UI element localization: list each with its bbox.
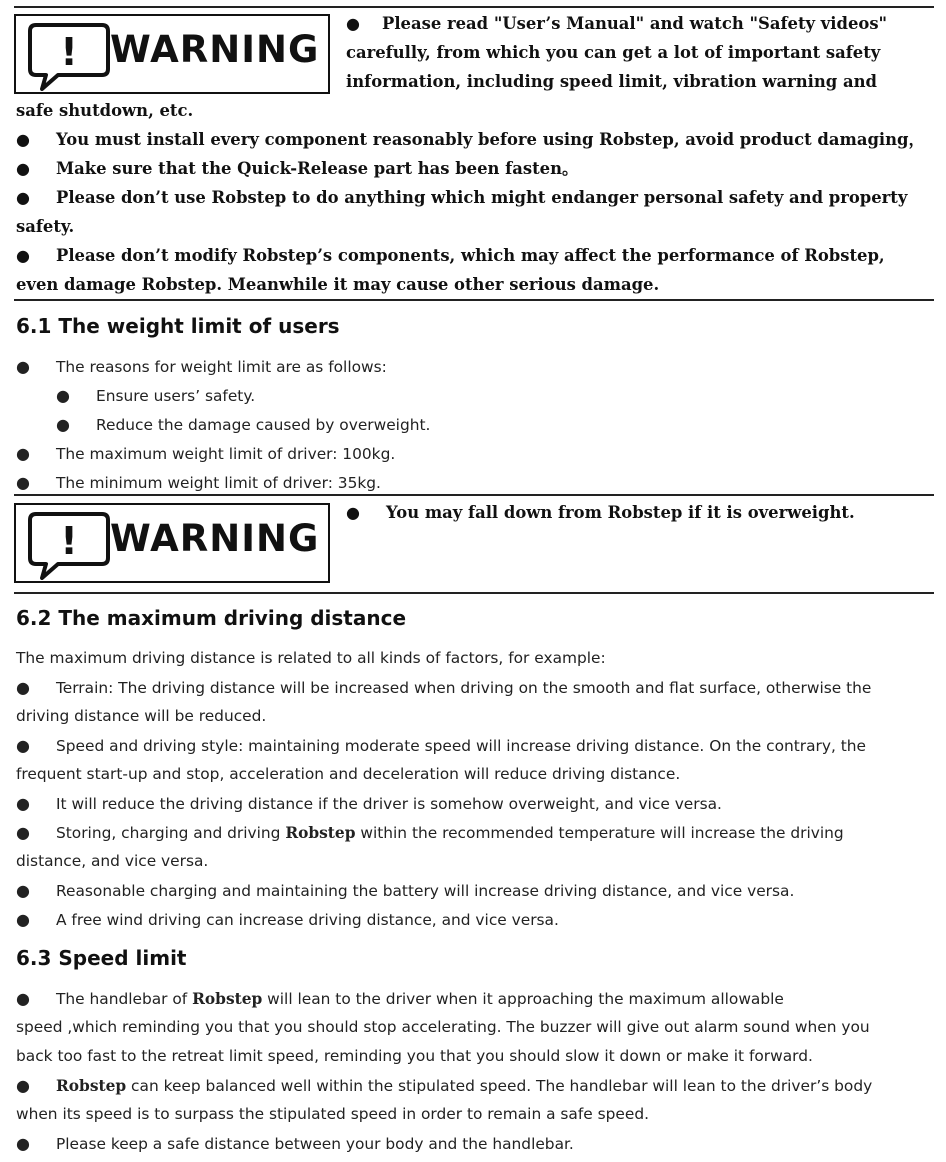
list-item: ● The handlebar of Robstep will lean to the driver when it approaching the maximum allowable: [16, 989, 784, 1008]
section-heading-6-3: 6.3 Speed limit: [16, 946, 187, 970]
list-item: ● Please keep a safe distance between your body and the handlebar.: [16, 1134, 574, 1153]
list-item-continued: frequent start-up and stop, acceleration and deceleration will reduce driving distance.: [16, 765, 681, 783]
sub-list-item: ● Ensure users’ safety.: [56, 386, 256, 405]
warning-label: WARNING: [110, 28, 320, 71]
warning-box: [14, 14, 330, 94]
list-item: ● The reasons for weight limit are as follows:: [16, 357, 387, 376]
list-item: ● Robstep can keep balanced well within the stipulated speed. The handlebar will lean to the driver’s body: [16, 1076, 873, 1095]
list-item: ● It will reduce the driving distance if the driver is somehow overweight, and vice versa.: [16, 794, 722, 813]
list-item-continued: driving distance will be reduced.: [16, 707, 267, 725]
list-item: ● A free wind driving can increase driving distance, and vice versa.: [16, 910, 559, 929]
list-item-continued: distance, and vice versa.: [16, 852, 209, 870]
list-item-continued: speed ,which reminding you that you should stop accelerating. The buzzer will give out alarm sound when you: [16, 1018, 870, 1036]
list-item-continued: back too fast to the retreat limit speed, reminding you that you should slow it down or make it forward.: [16, 1047, 813, 1065]
warning-intro-line: carefully, from which you can get a lot of important safety: [346, 43, 881, 62]
warning-item: ● You must install every component reasonably before using Robstep, avoid product damaging，: [16, 130, 925, 149]
list-item: ● The minimum weight limit of driver: 35kg.: [16, 473, 381, 492]
warning-intro-line: safe shutdown, etc.: [16, 101, 194, 120]
warning-item: ● Make sure that the Quick-Release part has been fasten。: [16, 159, 579, 178]
section-heading-6-2: 6.2 The maximum driving distance: [16, 606, 407, 630]
list-item-continued: when its speed is to surpass the stipulated speed in order to remain a safe speed.: [16, 1105, 650, 1123]
speech-bubble-exclamation-icon: [26, 510, 112, 580]
section-rule: [14, 494, 934, 496]
paragraph-line: The maximum driving distance is related to all kinds of factors, for example:: [16, 649, 606, 667]
section-rule: [14, 592, 934, 594]
warning-item: ● You may fall down from Robstep if it is overweight.: [346, 503, 855, 522]
warning-label: WARNING: [110, 517, 320, 560]
list-item: ● Speed and driving style: maintaining moderate speed will increase driving distance. On the contrary, the: [16, 736, 867, 755]
list-item: ● Reasonable charging and maintaining the battery will increase driving distance, and vice versa.: [16, 881, 795, 900]
top-rule: [14, 6, 934, 8]
section-rule: [14, 299, 934, 301]
section-heading-6-1: 6.1 The weight limit of users: [16, 314, 340, 338]
sub-list-item: ● Reduce the damage caused by overweight.: [56, 415, 431, 434]
warning-intro-line: information, including speed limit, vibration warning and: [346, 72, 877, 91]
warning-intro-line: ● Please read "User’s Manual" and watch "Safety videos": [346, 14, 888, 33]
svg-text:!: !: [60, 30, 78, 74]
warning-item: ● Please don’t use Robstep to do anything which might endanger personal safety and property: [16, 188, 908, 207]
warning-item: ● Please don’t modify Robstep’s components, which may affect the performance of Robstep,: [16, 246, 885, 265]
speech-bubble-exclamation-icon: [26, 21, 112, 91]
warning-item-continued: safety.: [16, 217, 75, 236]
svg-text:!: !: [60, 519, 78, 563]
warning-box: [14, 503, 330, 583]
warning-item-continued: even damage Robstep. Meanwhile it may cause other serious damage.: [16, 275, 660, 294]
list-item: ● Terrain: The driving distance will be increased when driving on the smooth and flat surface, otherwise the: [16, 678, 872, 697]
list-item: ● Storing, charging and driving Robstep within the recommended temperature will increase the driving: [16, 823, 844, 842]
list-item: ● The maximum weight limit of driver: 100kg.: [16, 444, 396, 463]
